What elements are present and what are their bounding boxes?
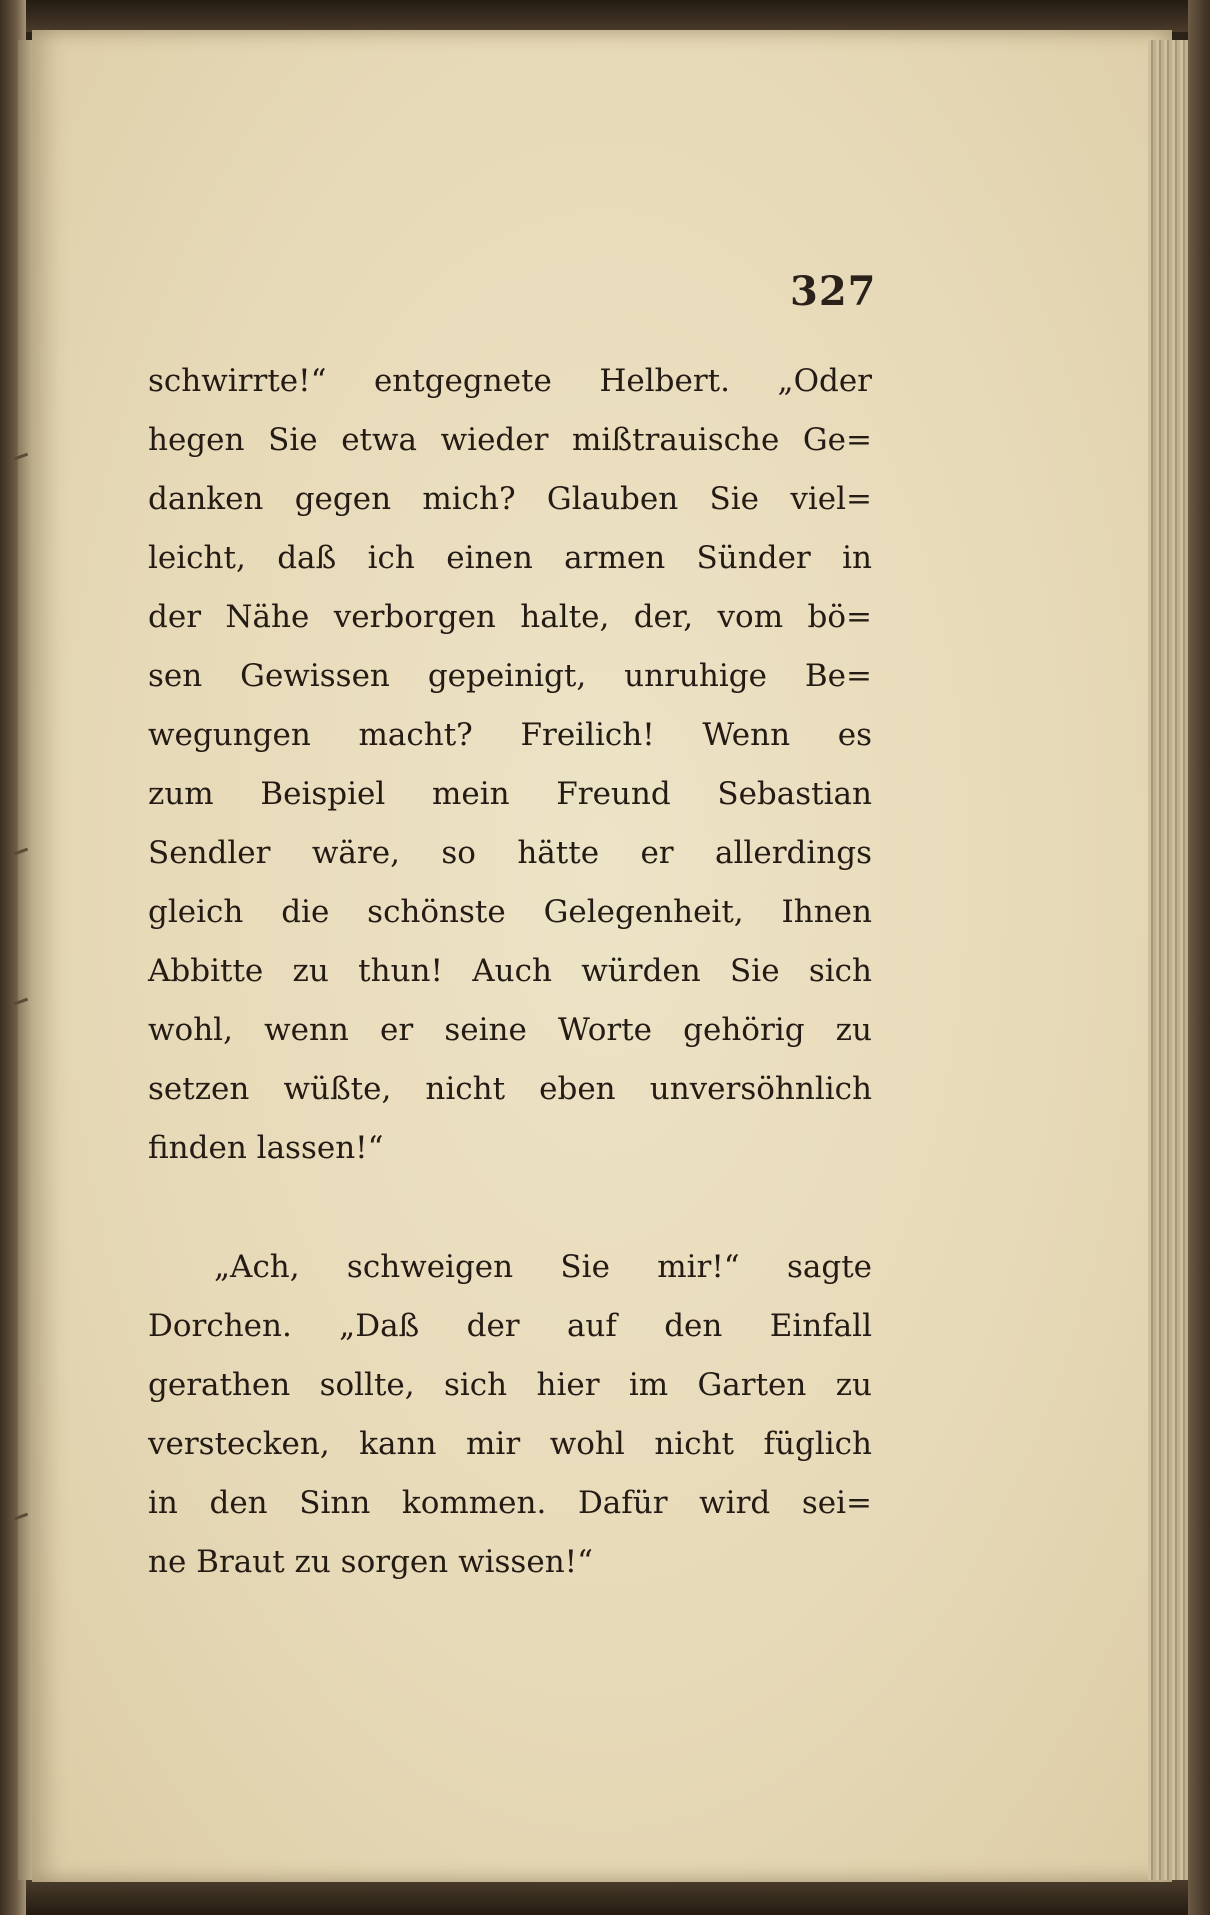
book-cover-top-edge bbox=[0, 0, 1210, 32]
body-text bbox=[148, 352, 872, 1592]
text-line: sen Gewissen gepeinigt, unruhige Be= bbox=[148, 658, 872, 694]
text-line: gerathen sollte, sich hier im Garten zu bbox=[148, 1367, 872, 1403]
text-line: leicht, daß ich einen armen Sünder in bbox=[148, 540, 872, 576]
text-line: ne Braut zu sorgen wissen!“ bbox=[148, 1544, 593, 1580]
text-line: Sendler wäre, so hätte er allerdings bbox=[148, 835, 872, 871]
text-line: gleich die schönste Gelegenheit, Ihnen bbox=[148, 894, 872, 930]
text-line: der Nähe verborgen halte, der, vom bö= bbox=[148, 599, 872, 635]
text-line: „Ach, schweigen Sie mir!“ sagte bbox=[214, 1249, 872, 1285]
book-cover-bottom-edge bbox=[0, 1880, 1210, 1915]
text-line: danken gegen mich? Glauben Sie viel= bbox=[148, 481, 872, 517]
text-line: schwirrte!“ entgegnete Helbert. „Oder bbox=[148, 363, 872, 399]
paragraph bbox=[148, 1238, 872, 1592]
text-line: zum Beispiel mein Freund Sebastian bbox=[148, 776, 872, 812]
text-line: verstecken, kann mir wohl nicht füglich bbox=[148, 1426, 872, 1462]
text-line: in den Sinn kommen. Dafür wird sei= bbox=[148, 1485, 872, 1521]
book-cover-right-edge bbox=[1188, 0, 1210, 1915]
text-line: wohl, wenn er seine Worte gehörig zu bbox=[148, 1012, 872, 1048]
text-line: hegen Sie etwa wieder mißtrauische Ge= bbox=[148, 422, 872, 458]
page-stack-edges bbox=[1148, 40, 1190, 1880]
text-line: Abbitte zu thun! Auch würden Sie sich bbox=[148, 953, 872, 989]
paragraph bbox=[148, 352, 872, 1178]
text-line: finden lassen!“ bbox=[148, 1130, 384, 1166]
paragraph-gap bbox=[148, 1178, 872, 1238]
page-number: 327 bbox=[790, 268, 877, 315]
text-line: wegungen macht? Freilich! Wenn es bbox=[148, 717, 872, 753]
text-line: Dorchen. „Daß der auf den Einfall bbox=[148, 1308, 872, 1344]
text-line: setzen wüßte, nicht eben unversöhnlich bbox=[148, 1071, 872, 1107]
